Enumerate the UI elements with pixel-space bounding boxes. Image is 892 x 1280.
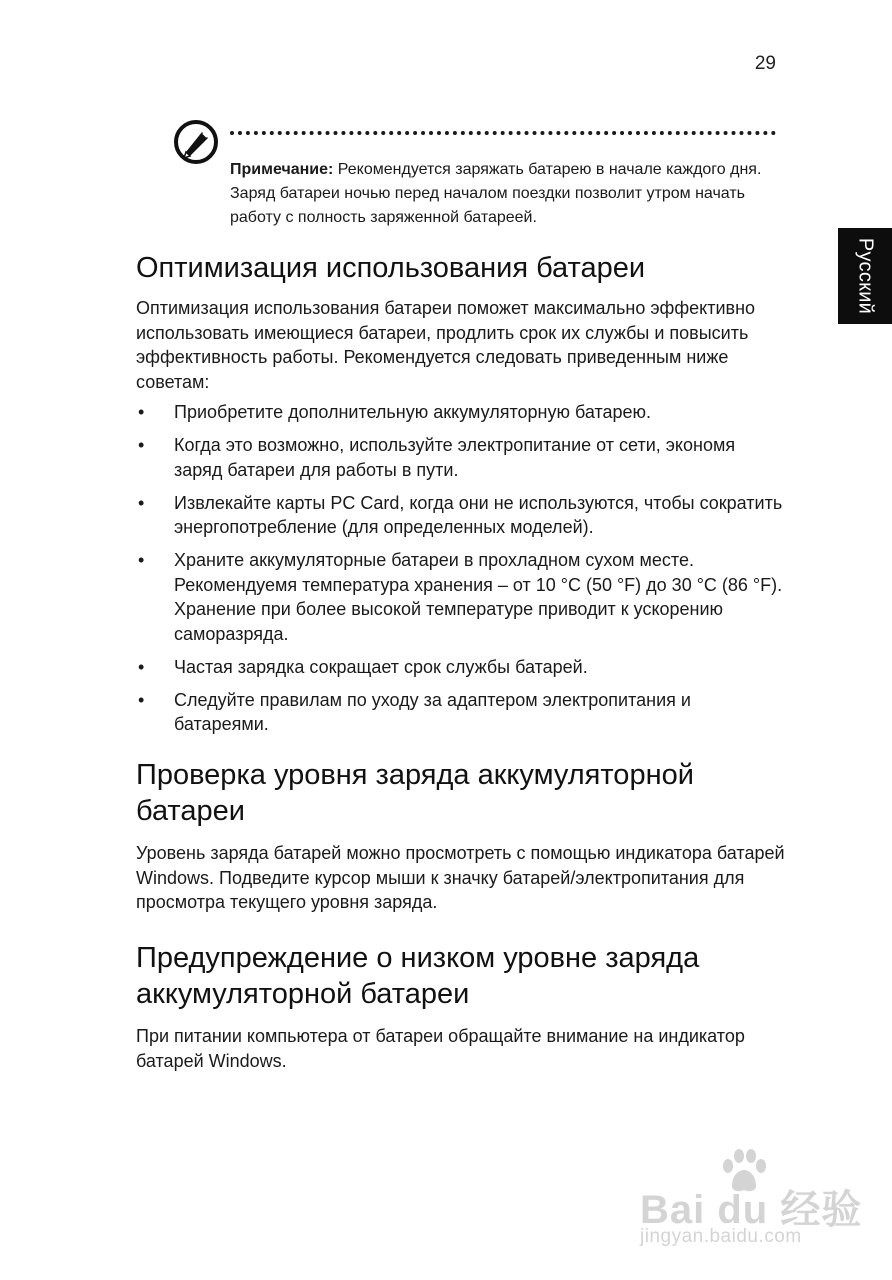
list-item: • Извлекайте карты PC Card, когда они не используются, чтобы сократить энергопотребление (для определенных моделей). xyxy=(138,492,783,537)
bullet-icon: • xyxy=(138,656,145,677)
note-label: Примечание: xyxy=(230,161,334,178)
bullet-icon: • xyxy=(138,550,145,570)
page-number: 29 xyxy=(754,53,776,74)
check-level-text: Уровень заряда батарей можно просмотреть с помощью индикатора батарей Windows. Подведите курсор мыши к значку батарей/электропитания для просмотра текущего уровня заряда. xyxy=(136,843,785,912)
tips-list xyxy=(136,400,786,745)
bullet-icon: • xyxy=(138,689,145,710)
optimize-intro: Оптимизация использования батареи поможет максимально эффективно использовать имеющиеся батареи, продлить срок их службы и повысить эффективность работы. Рекомендуется следовать приведенным ниже советам: xyxy=(136,298,756,392)
list-item: • Когда это возможно, используйте электропитание от сети, экономя заряд батареи для работы в пути. xyxy=(138,435,736,480)
bullet-icon: • xyxy=(138,402,145,422)
heading-low-warning: Предупреждение о низком уровне заряда аккумуляторной батареи xyxy=(136,942,700,1010)
bullet-icon: • xyxy=(138,492,145,513)
watermark xyxy=(640,1148,880,1258)
language-tab xyxy=(838,228,892,324)
list-item: • Храните аккумуляторные батареи в прохладном сухом месте. Рекомендуемя температура хранения – от 10 °C (50 °F) до 30 °C (86 °F). Хранение при более высокой температуре приводит к ускорению саморазряда. xyxy=(138,550,783,644)
language-tab-label: Русский xyxy=(854,237,877,315)
list-item: • Следуйте правилам по уходу за адаптером электропитания и батареями. xyxy=(138,689,691,734)
watermark-url: jingyan.baidu.com xyxy=(640,1226,802,1247)
note-dotted-rule xyxy=(230,131,776,135)
list-item: • Частая зарядка сокращает срок службы батарей. xyxy=(136,655,786,680)
note-body: Рекомендуется заряжать батарею в начале каждого дня. Заряд батареи ночью перед началом поездки позволит утром начать работу с полность заряженной батареей. xyxy=(230,161,762,226)
note-block xyxy=(230,158,780,230)
heading-optimize-battery: Оптимизация использования батареи xyxy=(136,252,646,284)
low-warning-text: При питании компьютера от батареи обращайте внимание на индикатор батарей Windows. xyxy=(136,1026,745,1071)
note-pen-icon xyxy=(172,118,220,166)
bullet-icon: • xyxy=(138,435,145,455)
list-item: • Приобретите дополнительную аккумуляторную батарею. xyxy=(136,400,786,425)
watermark-brand: Bai du 经验 xyxy=(640,1188,863,1232)
heading-check-level: Проверка уровня заряда аккумуляторной батареи xyxy=(136,759,694,827)
